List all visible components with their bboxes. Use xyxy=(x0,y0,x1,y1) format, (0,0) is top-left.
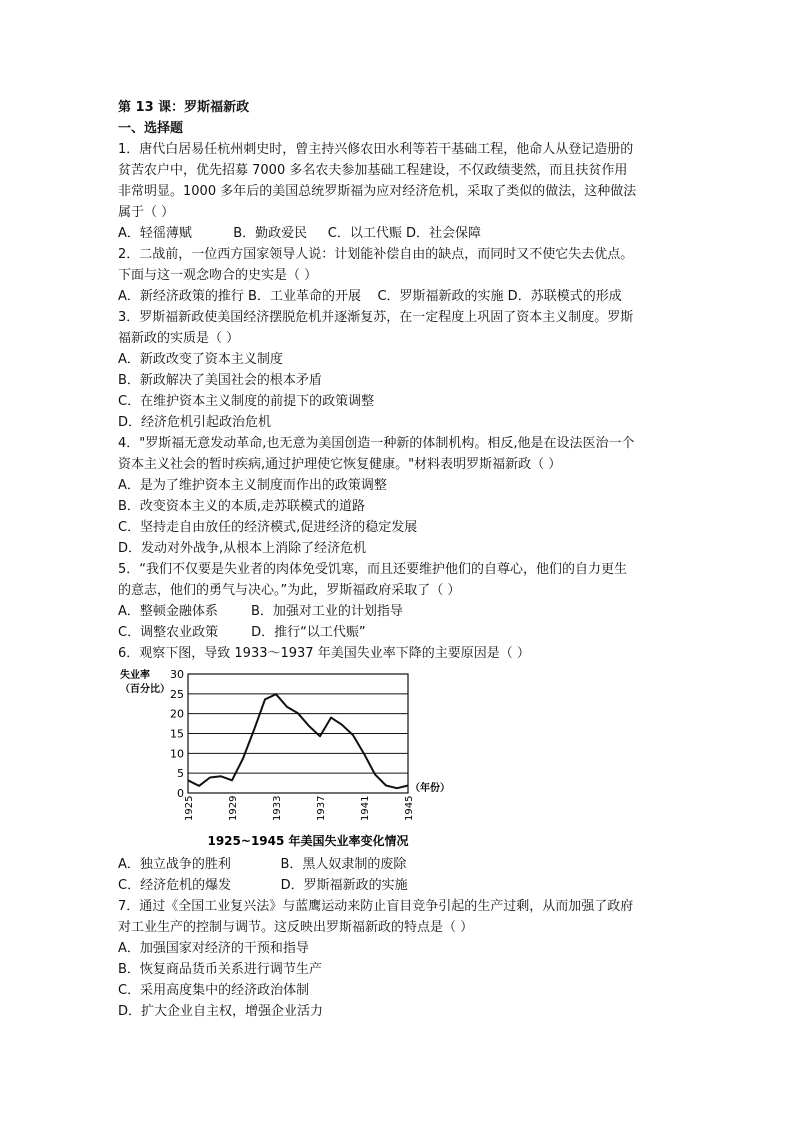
option-b: B．恢复商品货币关系进行调节生产 xyxy=(118,962,322,977)
x-tick-label: 1929 xyxy=(228,795,239,821)
option-line: A．轻徭薄赋 B．勤政爱民 C．以工代赈 D．社会保障 xyxy=(118,226,482,241)
x-axis-label: （年份） xyxy=(410,783,450,794)
unemployment-series-line xyxy=(188,694,408,788)
question-text: 贫苦农户中，优先招募 7000 多名农夫参加基础工程建设，不仅政绩斐然，而且扶贫作用 xyxy=(118,163,628,178)
question-text: 1．唐代白居易任杭州刺史时，曾主持兴修农田水利等若干基础工程，他命人从登记造册的 xyxy=(118,142,634,157)
option-c: C．采用高度集中的经济政治体制 xyxy=(118,983,310,998)
section-heading: 一、选择题 xyxy=(118,121,184,136)
y-tick-label: 25 xyxy=(170,687,184,701)
unemployment-chart xyxy=(118,664,678,854)
chart-svg xyxy=(118,664,450,854)
question-text: 2．二战前，一位西方国家领导人说：计划能补偿自由的缺点，而同时又不使它失去优点。 xyxy=(118,247,634,262)
y-tick-label: 30 xyxy=(170,668,184,681)
x-tick-label: 1925 xyxy=(184,795,195,821)
question-text: 7．通过《全国工业复兴法》与蓝鹰运动来防止盲目竞争引起的生产过剩，从而加强了政府 xyxy=(118,899,634,914)
y-tick-label: 15 xyxy=(170,727,184,741)
option-d: D．发动对外战争,从根本上消除了经济危机 xyxy=(118,541,367,556)
x-tick-label: 1937 xyxy=(316,795,327,821)
option-line: C．调整农业政策 D．推行“以工代赈” xyxy=(118,625,366,640)
worksheet-page xyxy=(118,97,678,1022)
question-text: 3．罗斯福新政使美国经济摆脱危机并逐渐复苏，在一定程度上巩固了资本主义制度。罗斯 xyxy=(118,310,634,325)
question-text: 对工业生产的控制与调节。这反映出罗斯福新政的特点是（ ） xyxy=(118,920,474,935)
x-tick-label: 1933 xyxy=(272,795,283,821)
question-text: 6．观察下图，导致 1933～1937 年美国失业率下降的主要原因是（ ） xyxy=(118,646,530,661)
option-c: C．在维护资本主义制度的前提下的政策调整 xyxy=(118,394,375,409)
y-tick-label: 20 xyxy=(170,707,184,721)
question-text: 的意志，他们的勇气与决心。”为此，罗斯福政府采取了（ ） xyxy=(118,583,461,598)
y-tick-label: 10 xyxy=(170,747,184,761)
question-text: 5．“我们不仅要是失业者的肉体免受饥寒，而且还要维护他们的自尊心，他们的自力更生 xyxy=(118,562,628,577)
y-axis-label-unit: （百分比） xyxy=(120,684,170,695)
option-line: A．独立战争的胜利 B．黑人奴隶制的废除 xyxy=(118,857,407,872)
question-5 xyxy=(118,559,678,643)
question-text: 非常明显。1000 多年后的美国总统罗斯福为应对经济危机，采取了类似的做法，这种做法 xyxy=(118,184,637,199)
question-4 xyxy=(118,433,678,559)
question-2 xyxy=(118,244,678,307)
option-b: B．新政解决了美国社会的根本矛盾 xyxy=(118,373,322,388)
question-6 xyxy=(118,643,678,896)
page-title: 第 13 课：罗斯福新政 xyxy=(118,100,250,115)
question-text: 下面与这一观念吻合的史实是（ ） xyxy=(118,268,318,283)
question-text: 福新政的实质是（ ） xyxy=(118,331,240,346)
y-axis-label: 失业率 xyxy=(120,670,150,681)
option-a: A．加强国家对经济的干预和指导 xyxy=(118,941,309,956)
y-tick-label: 5 xyxy=(177,767,184,781)
option-line: A．新经济政策的推行 B．工业革命的开展 C．罗斯福新政的实施 D．苏联模式的形成 xyxy=(118,289,622,304)
question-7 xyxy=(118,896,678,1022)
x-tick-label: 1945 xyxy=(404,795,415,821)
x-tick-label: 1941 xyxy=(360,795,371,821)
y-tick-label: 0 xyxy=(177,787,184,800)
question-text: 资本主义社会的暂时疾病,通过护理使它恢复健康。"材料表明罗斯福新政（ ） xyxy=(118,457,562,472)
option-d: D．扩大企业自主权，增强企业活力 xyxy=(118,1004,324,1019)
question-1 xyxy=(118,139,678,244)
option-c: C．坚持走自由放任的经济模式,促进经济的稳定发展 xyxy=(118,520,418,535)
question-3 xyxy=(118,307,678,433)
option-d: D．经济危机引起政治危机 xyxy=(118,415,272,430)
option-line: A．整顿金融体系 B．加强对工业的计划指导 xyxy=(118,604,403,619)
option-line: C．经济危机的爆发 D．罗斯福新政的实施 xyxy=(118,878,408,893)
option-a: A．是为了维护资本主义制度而作出的政策调整 xyxy=(118,478,387,493)
chart-title: 1925~1945 年美国失业率变化情况 xyxy=(207,834,409,848)
option-b: B．改变资本主义的本质,走苏联模式的道路 xyxy=(118,499,366,514)
option-a: A．新政改变了资本主义制度 xyxy=(118,352,283,367)
question-text: 4．"罗斯福无意发动革命,也无意为美国创造一种新的体制机构。相反,他是在设法医治一个 xyxy=(118,436,635,451)
question-text: 属于（ ） xyxy=(118,205,175,220)
